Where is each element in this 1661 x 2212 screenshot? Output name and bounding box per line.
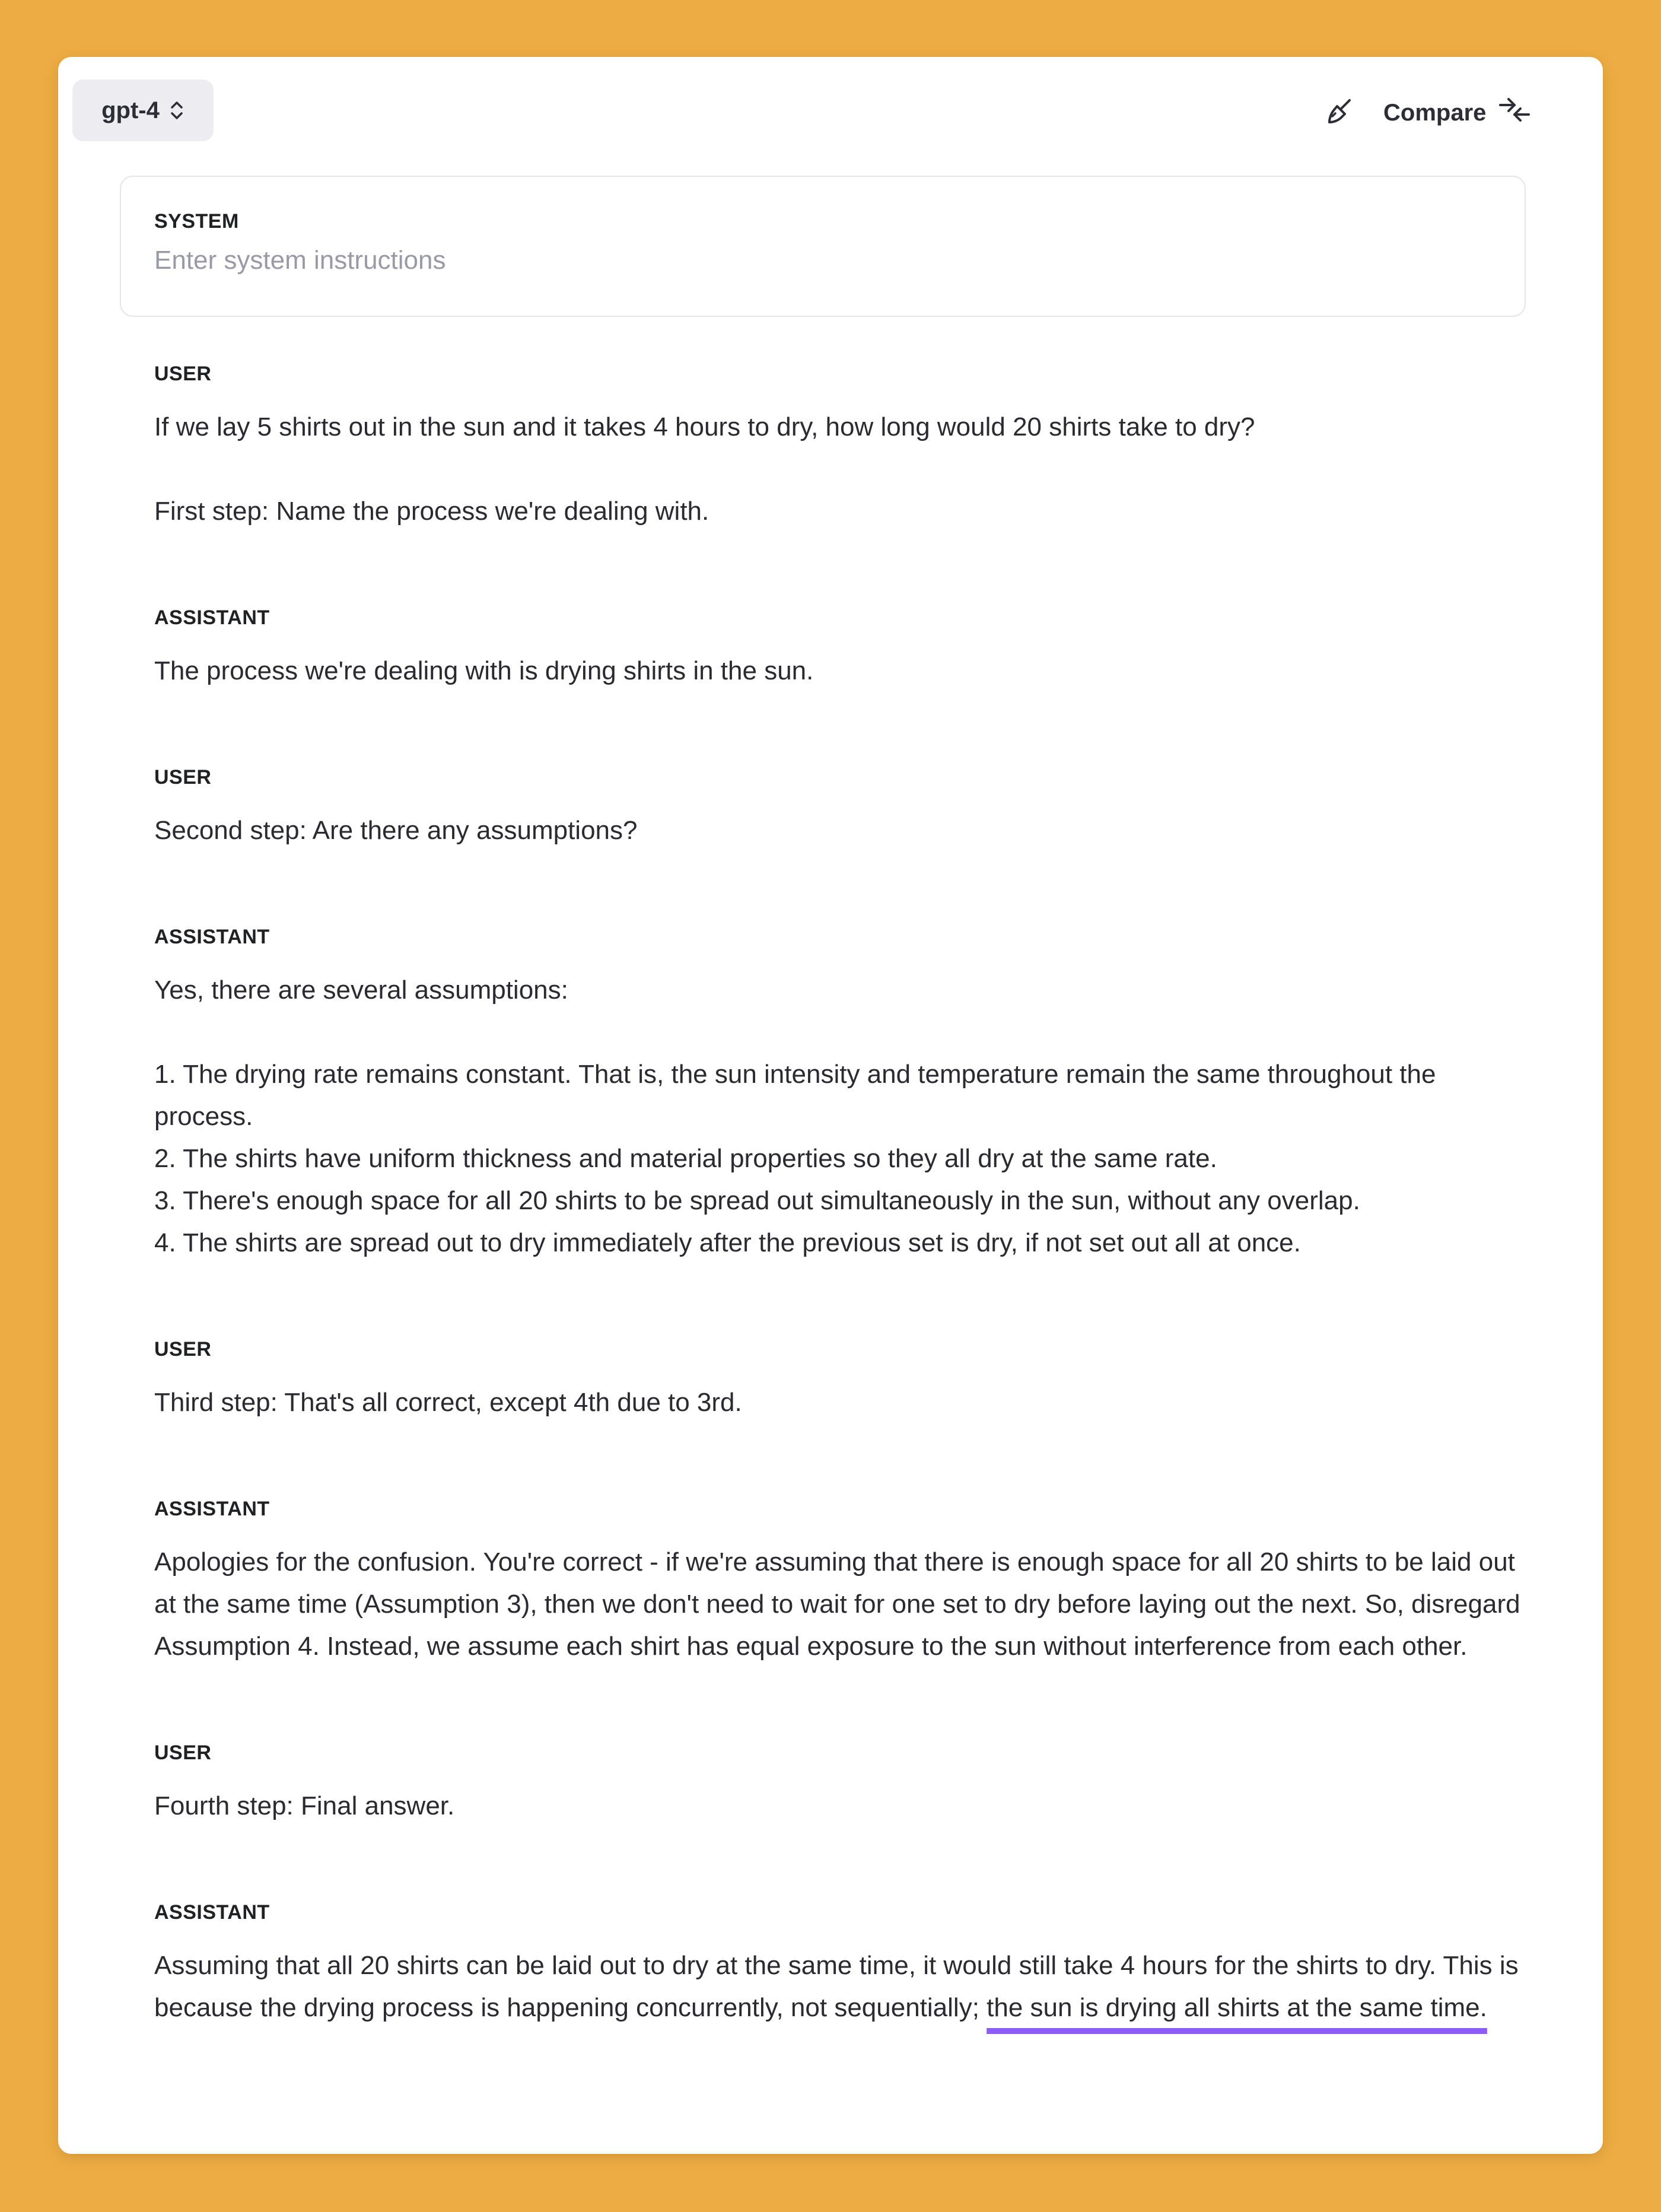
message-role-label[interactable]: ASSISTANT [154,1498,270,1520]
message-text[interactable]: Fourth step: Final answer. [154,1791,455,1820]
toolbar [58,57,1603,176]
message-text[interactable]: Apologies for the confusion. You're correct - if we're assuming that there is enough space for all 20 shirts to be laid out at the same time (Assumption 3), then we don't need to wait for one set to dry before laying out the next. So, disregard Assumption 4. Instead, we assume each shirt has equal exposure to the sun without interference from each other. [154,1547,1526,1661]
compare-button-label: Compare [1383,99,1487,126]
system-label: SYSTEM [154,210,239,233]
message-role-label[interactable]: ASSISTANT [154,606,270,629]
message-list [154,360,1530,2029]
message-text[interactable]: If we lay 5 shirts out in the sun and it takes 4 hours to dry, how long would 20 shirts take to dry? First step: Name the process we're dealing with. [154,412,1255,526]
playground-panel [58,57,1603,2154]
system-instructions-input[interactable] [154,246,1459,275]
message-text-plain: Assuming that all 20 shirts can be laid out to dry at the same time, it would still take 4 hours for the shirts to dry. This is because the drying process is happening concurrently, not sequentially; [154,1951,1526,2022]
message-user[interactable] [154,763,1530,851]
chevron-up-down-icon [169,100,184,121]
broom-icon [1325,97,1354,129]
message-role-label[interactable]: ASSISTANT [154,1901,270,1924]
clear-chat-button[interactable] [1320,94,1358,132]
message-text[interactable]: Second step: Are there any assumptions? [154,816,638,845]
message-user[interactable] [154,1335,1530,1423]
message-role-label[interactable]: USER [154,363,212,385]
message-text[interactable] [154,1944,1530,2029]
compare-button[interactable] [1383,88,1531,138]
message-role-label[interactable]: USER [154,1338,212,1361]
message-text[interactable]: Third step: That's all correct, except 4th due to 3rd. [154,1388,742,1417]
message-assistant[interactable] [154,1898,1530,2029]
model-select-label: gpt-4 [101,97,160,123]
message-role-label[interactable]: USER [154,766,212,789]
message-text[interactable]: The process we're dealing with is drying shirts in the sun. [154,656,814,685]
compare-arrows-icon [1498,94,1531,131]
model-select[interactable] [72,80,214,141]
message-role-label[interactable]: USER [154,1741,212,1764]
message-assistant[interactable] [154,603,1530,692]
system-instructions-box [120,176,1526,317]
highlighted-text: the sun is drying all shirts at the same time. [987,1993,1487,2022]
message-assistant[interactable] [154,1495,1530,1667]
message-text[interactable]: Yes, there are several assumptions: 1. The drying rate remains constant. That is, the sun intensity and temperature remain the same throughout the process. 2. The shirts have uniform thickness and material properties so they all dry at the same rate. 3. There's enough space for all 20 shirts to be spread out simultaneously in the sun, without any overlap. 4. The shirts are spread out to dry immediately after the previous set is dry, if not set out all at once. [154,975,1436,1257]
message-role-label[interactable]: ASSISTANT [154,926,270,948]
message-user[interactable] [154,1739,1530,1827]
message-assistant[interactable] [154,923,1530,1264]
message-user[interactable] [154,360,1530,532]
